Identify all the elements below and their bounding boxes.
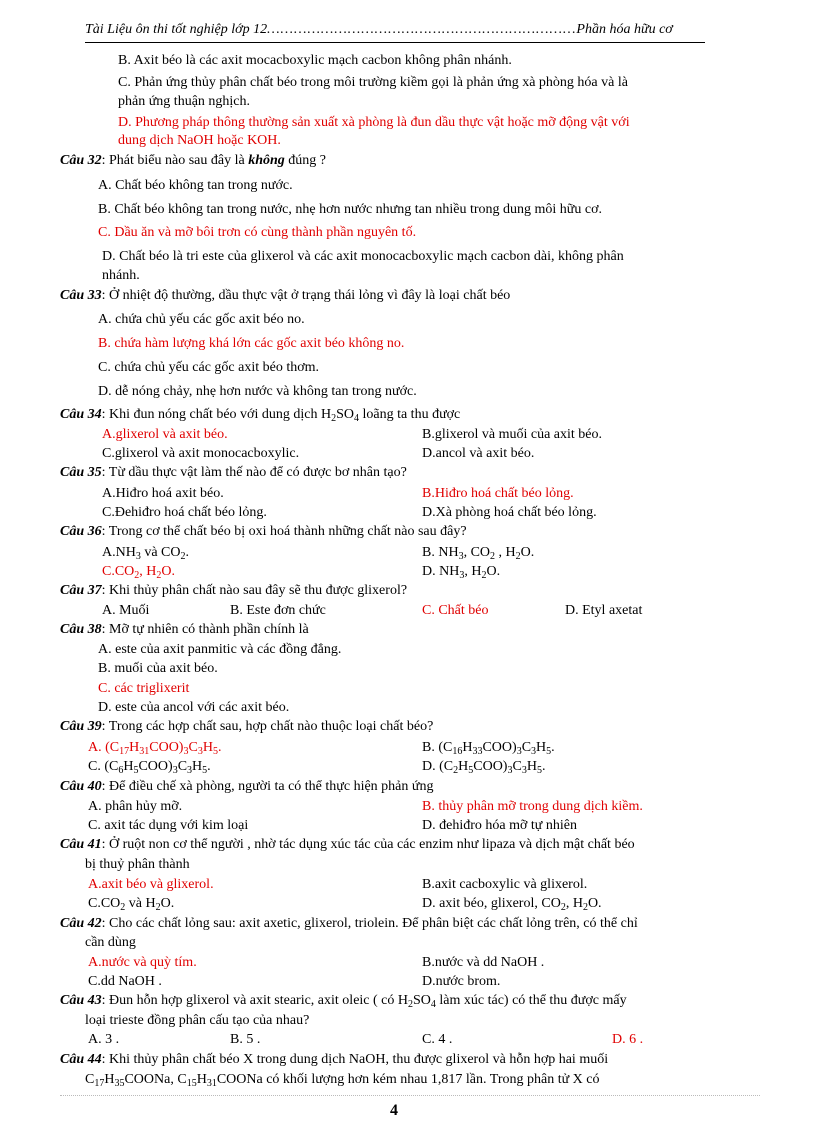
prev-option-c-cont: phản ứng thuận nghịch. — [118, 94, 251, 109]
q34-option-c: C.glixerol và axit monocacboxylic. — [102, 446, 300, 461]
q38-option-b: B. muối của axit béo. — [98, 661, 218, 676]
prev-option-d-cont: dung dịch NaOH hoặc KOH. — [118, 133, 281, 148]
q37-option-b: B. Este đơn chức — [230, 603, 326, 618]
q36-option-c: $C.CO_2$, $H_2O$. — [102, 564, 176, 581]
q32-option-a: A. Chất béo không tan trong nước. — [98, 178, 293, 193]
q38-option-a: A. este của axit panmitic và các đồng đẳng. — [98, 642, 342, 657]
q39-option-a: A. $(C_{17}H_{31}COO)_3C_3H_5$. — [88, 740, 222, 757]
header-right: Phần hóa hữu cơ — [576, 22, 673, 37]
header-left: Tài Liệu ôn thi tốt nghiệp lớp 12 — [85, 22, 268, 37]
q39-option-b: B. $(C_{16}H_{33}COO)_3C_3H_5$. — [422, 740, 555, 757]
prev-option-b: B. Axit béo là các axit mocacboxylic mạch cacbon không phân nhánh. — [118, 53, 512, 68]
q33-option-a: A. chứa chủ yếu các gốc axit béo no. — [98, 312, 305, 327]
q43-option-b: B. 5 . — [230, 1032, 261, 1047]
q39-option-c: C. $(C_6H_5COO)_3C_3H_5$. — [88, 759, 211, 776]
question-35: Câu 35: Từ dầu thực vật làm thế nào để có được bơ nhân tạo? — [60, 465, 407, 480]
header-rule — [85, 42, 705, 43]
q36-option-b: B. $NH_3$, $CO_2$ , $H_2O$. — [422, 545, 535, 562]
q35-option-c: C.Đehiđro hoá chất béo lỏng. — [102, 505, 267, 520]
q35-option-a: A.Hiđro hoá axit béo. — [102, 486, 224, 501]
q34-option-a: A.glixerol và axit béo. — [102, 427, 228, 442]
question-36: Câu 36: Trong cơ thể chất béo bị oxi hoá thành những chất nào sau đây? — [60, 524, 467, 539]
footer-rule — [60, 1095, 760, 1096]
q34-option-d: D.ancol và axit béo. — [422, 446, 535, 461]
q41-option-c: $C.CO_2$ và $H_2O$. — [88, 896, 175, 913]
question-33: Câu 33: Ở nhiệt độ thường, dầu thực vật ở trạng thái lỏng vì đây là loại chất béo — [60, 288, 511, 303]
q33-option-c: C. chứa chủ yếu các gốc axit béo thơm. — [98, 360, 320, 375]
question-37: Câu 37: Khi thủy phân chất nào sau đây sẽ thu được glixerol? — [60, 583, 408, 598]
question-43-cont: loại trieste đồng phân cấu tạo của nhau? — [85, 1013, 310, 1028]
q43-option-c: C. 4 . — [422, 1032, 453, 1047]
question-43: Câu 43: Đun hỗn hợp glixerol và axit stearic, axit oleic ( có $H_2SO_4$ làm xúc tác) có thể thu được mấy — [60, 993, 627, 1010]
header-dots: …………………………………………………………… — [267, 22, 577, 37]
q41-option-b: B.axit cacboxylic và glixerol. — [422, 877, 588, 892]
q43-option-a: A. 3 . — [88, 1032, 120, 1047]
prev-option-c: C. Phản ứng thủy phân chất béo trong môi trường kiềm gọi là phản ứng xà phòng hóa và là — [118, 75, 628, 90]
question-32: Câu 32: Phát biểu nào sau đây là không đúng ? — [60, 153, 326, 168]
q40-option-a: A. phân hủy mỡ. — [88, 799, 183, 814]
q43-option-d: D. 6 . — [612, 1032, 644, 1047]
q41-option-a: A.axit béo và glixerol. — [88, 877, 214, 892]
q42-option-a: A.nước và quỳ tím. — [88, 955, 197, 970]
question-42: Câu 42: Cho các chất lỏng sau: axit axetic, glixerol, triolein. Để phân biệt các chất lỏng trên, có thể chỉ — [60, 916, 638, 931]
question-42-cont: cần dùng — [85, 935, 136, 950]
q37-option-a: A. Muối — [102, 603, 150, 618]
q36-option-d: D. $NH_3$, $H_2O$. — [422, 564, 501, 581]
q39-option-d: D. $(C_2H_5COO)_3C_3H_5$. — [422, 759, 546, 776]
prev-option-d: D. Phương pháp thông thường sản xuất xà phòng là đun dầu thực vật hoặc mỡ động vật với — [118, 115, 630, 130]
q36-option-a: $A.NH_3$ và $CO_2$. — [102, 545, 190, 562]
q37-option-d: D. Etyl axetat — [565, 603, 643, 618]
q41-option-d: D. axit béo, glixerol, $CO_2$, $H_2O$. — [422, 896, 602, 913]
question-41: Câu 41: Ở ruột non cơ thể người , nhờ tác dụng xúc tác của các enzim như lipaza và dịch mật chất béo — [60, 837, 635, 852]
q32-option-d: D. Chất béo là tri este của glixerol và các axit monocacboxylic mạch cacbon dài, không phân — [102, 249, 624, 264]
q32-option-d-cont: nhánh. — [102, 268, 140, 283]
q32-option-b: B. Chất béo không tan trong nước, nhẹ hơn nước nhưng tan nhiều trong dung môi hữu cơ. — [98, 202, 603, 217]
question-39: Câu 39: Trong các hợp chất sau, hợp chất nào thuộc loại chất béo? — [60, 719, 434, 734]
q33-option-b: B. chứa hàm lượng khá lớn các gốc axit béo không no. — [98, 336, 405, 351]
q40-option-b: B. thủy phân mỡ trong dung dịch kiềm. — [422, 799, 643, 814]
q32-option-c: C. Dầu ăn và mỡ bôi trơn có cùng thành phần nguyên tố. — [98, 225, 417, 240]
question-41-cont: bị thuỷ phân thành — [85, 857, 190, 872]
page-number: 4 — [390, 1102, 398, 1119]
q35-option-b: B.Hiđro hoá chất béo lỏng. — [422, 486, 574, 501]
q40-option-c: C. axit tác dụng với kim loại — [88, 818, 249, 833]
q40-option-d: D. đehiđro hóa mỡ tự nhiên — [422, 818, 577, 833]
q38-option-d: D. este của ancol với các axit béo. — [98, 700, 290, 715]
q42-option-b: B.nước và dd NaOH . — [422, 955, 545, 970]
page-header — [85, 22, 705, 38]
q33-option-d: D. dễ nóng chảy, nhẹ hơn nước và không tan trong nước. — [98, 384, 417, 399]
q42-option-d: D.nước brom. — [422, 974, 501, 989]
q42-option-c: C.dd NaOH . — [88, 974, 162, 989]
q35-option-d: D.Xà phòng hoá chất béo lỏng. — [422, 505, 597, 520]
question-44-cont: $C_{17}H_{35}COONa$, $C_{15}H_{31}COONa$ có khối lượng hơn kém nhau 1,817 lần. Trong phân tử X có — [85, 1072, 600, 1089]
q34-option-b: B.glixerol và muối của axit béo. — [422, 427, 603, 442]
question-44: Câu 44: Khi thủy phân chất béo X trong dung dịch NaOH, thu được glixerol và hỗn hợp hai muối — [60, 1052, 609, 1067]
q38-option-c: C. các triglixerit — [98, 681, 190, 696]
question-34: Câu 34: Khi đun nóng chất béo với dung dịch $H_2SO_4$ loãng ta thu được — [60, 407, 461, 424]
q37-option-c: C. Chất béo — [422, 603, 489, 618]
question-40: Câu 40: Để điều chế xà phòng, người ta có thể thực hiện phản ứng — [60, 779, 434, 794]
question-38: Câu 38: Mỡ tự nhiên có thành phần chính là — [60, 622, 309, 637]
